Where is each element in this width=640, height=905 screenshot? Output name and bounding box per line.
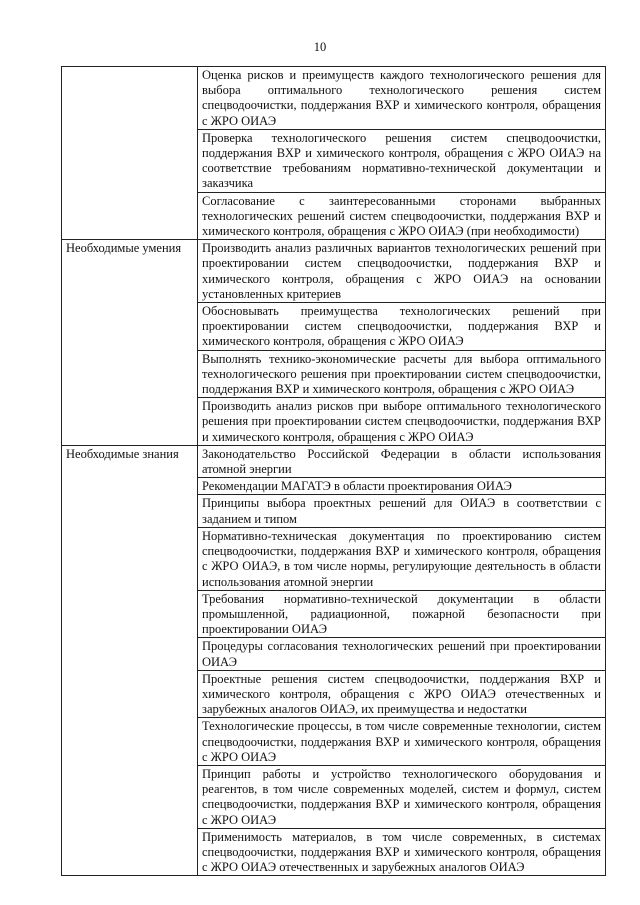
requirement-item: Проектные решения систем спецводоочистки, поддержания ВХР и химического контроля, обращения с ЖРО ОИАЭ отечественных и зарубежных аналогов ОИАЭ, их преимущества и недостатки — [198, 670, 606, 718]
requirement-item: Принцип работы и устройство технологического оборудования и реагентов, в том числе современных моделей, систем и формул, систем спецводоочистки, поддержания ВХР и химического контроля, обращения с ЖРО ОИАЭ — [198, 765, 606, 828]
section-label: Необходимые знания — [62, 445, 198, 875]
section-label — [62, 67, 198, 240]
requirement-item: Производить анализ различных вариантов технологических решений при проектировании систем спецводоочистки, поддержания ВХР и химического контроля, обращения с ЖРО ОИАЭ на основании установленных критериев — [198, 240, 606, 303]
requirement-item: Рекомендации МАГАТЭ в области проектирования ОИАЭ — [198, 478, 606, 495]
requirement-item: Процедуры согласования технологических решений при проектировании ОИАЭ — [198, 638, 606, 670]
page-number: 10 — [313, 40, 327, 54]
section-label: Необходимые умения — [62, 240, 198, 446]
requirement-item: Оценка рисков и преимуществ каждого технологического решения для выбора оптимального технологического решения систем спецводоочистки, поддержания ВХР и химического контроля, обращения с ЖРО ОИАЭ — [198, 67, 606, 130]
requirement-item: Технологические процессы, в том числе современные технологии, систем спецводоочистки, поддержания ВХР и химического контроля, обращения с ЖРО ОИАЭ — [198, 718, 606, 766]
requirement-item: Проверка технологического решения систем спецводоочистки, поддержания ВХР и химического контроля, обращения с ЖРО ОИАЭ на соответствие требованиям нормативно-технической документации и заказчика — [198, 129, 606, 192]
requirement-item: Принципы выбора проектных решений для ОИАЭ в соответствии с заданием и типом — [198, 495, 606, 527]
requirement-item: Согласование с заинтересованными сторонами выбранных технологических решений систем спецводоочистки, поддержания ВХР и химического контроля, обращения с ЖРО ОИАЭ (при необходимости) — [198, 192, 606, 240]
table-row — [62, 240, 606, 303]
requirement-item: Нормативно-техническая документация по проектированию систем спецводоочистки, поддержания ВХР и химического контроля, обращения с ЖРО ОИАЭ, в том числе нормы, регулирующие деятельность в области использования атомной энергии — [198, 527, 606, 590]
requirement-item: Обосновывать преимущества технологических решений при проектировании систем спецводоочистки, поддержания ВХР и химического контроля, обращения с ЖРО ОИАЭ — [198, 303, 606, 351]
table-row — [62, 67, 606, 130]
requirements-table — [61, 66, 606, 876]
requirement-item: Законодательство Российской Федерации в области использования атомной энергии — [198, 445, 606, 477]
requirements-table-body — [62, 67, 606, 876]
table-row — [62, 445, 606, 477]
requirement-item: Требования нормативно-технической документации в области промышленной, радиационной, пожарной безопасности при проектировании ОИАЭ — [198, 590, 606, 638]
requirement-item: Применимость материалов, в том числе современных, в системах спецводоочистки, поддержания ВХР и химического контроля, обращения с ЖРО ОИАЭ отечественных и зарубежных аналогов ОИАЭ — [198, 828, 606, 876]
requirement-item: Производить анализ рисков при выборе оптимального технологического решения при проектировании систем спецводоочистки, поддержания ВХР и химического контроля, обращения с ЖРО ОИАЭ — [198, 398, 606, 446]
requirement-item: Выполнять технико-экономические расчеты для выбора оптимального технологического решения при проектировании систем спецводоочистки, поддержания ВХР и химического контроля, обращения с ЖРО ОИАЭ — [198, 350, 606, 398]
